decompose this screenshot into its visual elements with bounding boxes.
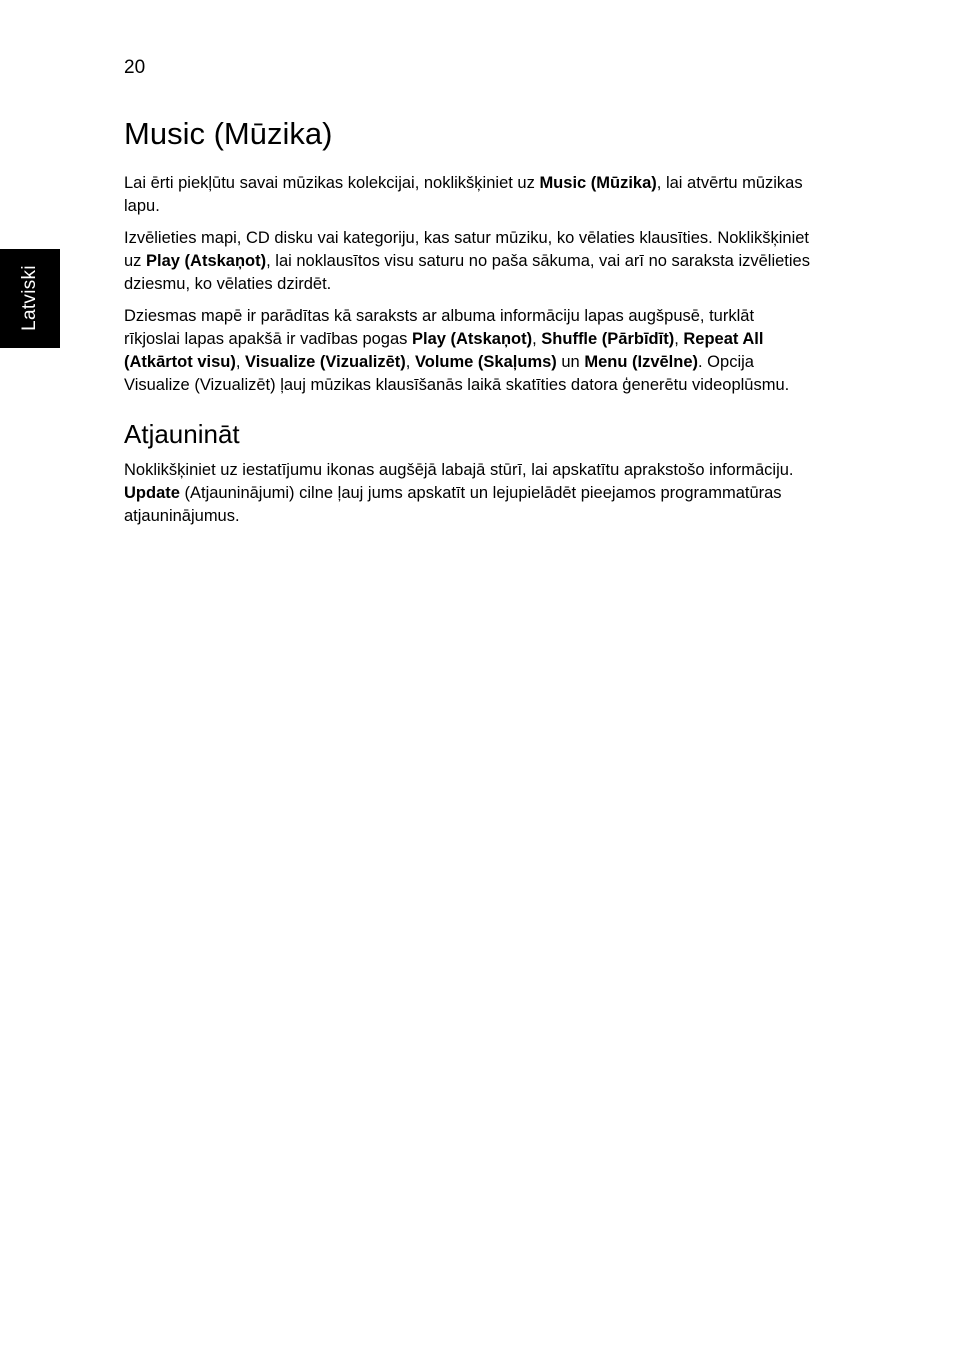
- page-content: [124, 112, 814, 537]
- bold-term: Play (Atskaņot): [146, 252, 267, 270]
- bold-term: Visualize (Vizualizēt): [245, 353, 406, 371]
- text-run: Noklikšķiniet uz iestatījumu ikonas augšējā labajā stūrī, lai apskatītu aprakstošo informāciju.: [124, 461, 794, 479]
- text-run: Dziesmas mapē ir parādītas kā saraksts ar albuma informāciju lapas augšpusē, turklāt rīkjoslai lapas apakšā ir vadības pogas: [124, 307, 755, 348]
- bold-term: Update: [124, 484, 180, 502]
- text-run: , lai noklausītos visu saturu no paša sākuma, vai arī no saraksta izvēlieties dziesmu, ko vēlaties dzirdēt.: [124, 252, 810, 293]
- bold-term: Volume (Skaļums): [414, 353, 557, 371]
- music-paragraph-2: [124, 227, 814, 296]
- separator: ,: [405, 353, 415, 371]
- text-run: Lai ērti piekļūtu savai mūzikas kolekcijai, noklikšķiniet uz: [124, 174, 540, 192]
- music-paragraph-3: [124, 305, 814, 397]
- separator: ,: [532, 330, 542, 348]
- bold-term: Shuffle (Pārbīdīt): [541, 330, 675, 348]
- bold-term: Music (Mūzika): [539, 174, 657, 192]
- text-run: , lai atvērtu mūzikas lapu.: [124, 174, 803, 215]
- bold-term: Repeat All (Atkārtot visu): [124, 330, 764, 371]
- separator: ,: [674, 330, 684, 348]
- bold-term: Menu (Izvēlne): [584, 353, 699, 371]
- page-number: 20: [124, 57, 146, 78]
- language-side-tab: [0, 249, 60, 348]
- separator: un: [556, 353, 585, 371]
- text-run: . Opcija Visualize (Vizualizēt) ļauj mūzikas klausīšanās laikā skatīties datora ģenerētu videoplūsmu.: [124, 353, 790, 394]
- update-section-title: Atjaunināt: [124, 419, 240, 449]
- text-run: Izvēlieties mapi, CD disku vai kategoriju, kas satur mūziku, ko vēlaties klausīties. Noklikšķiniet uz: [124, 229, 810, 270]
- text-run: (Atjauninājumi) cilne ļauj jums apskatīt un lejupielādēt pieejamos programmatūras atjauninājumus.: [124, 484, 782, 525]
- separator: ,: [235, 353, 246, 371]
- language-side-tab-label: Latviski: [19, 265, 40, 331]
- music-paragraph-1: [124, 172, 814, 218]
- bold-term: Play (Atskaņot): [412, 330, 533, 348]
- update-paragraph-1: [124, 459, 814, 528]
- music-section-title: Music (Mūzika): [124, 116, 333, 151]
